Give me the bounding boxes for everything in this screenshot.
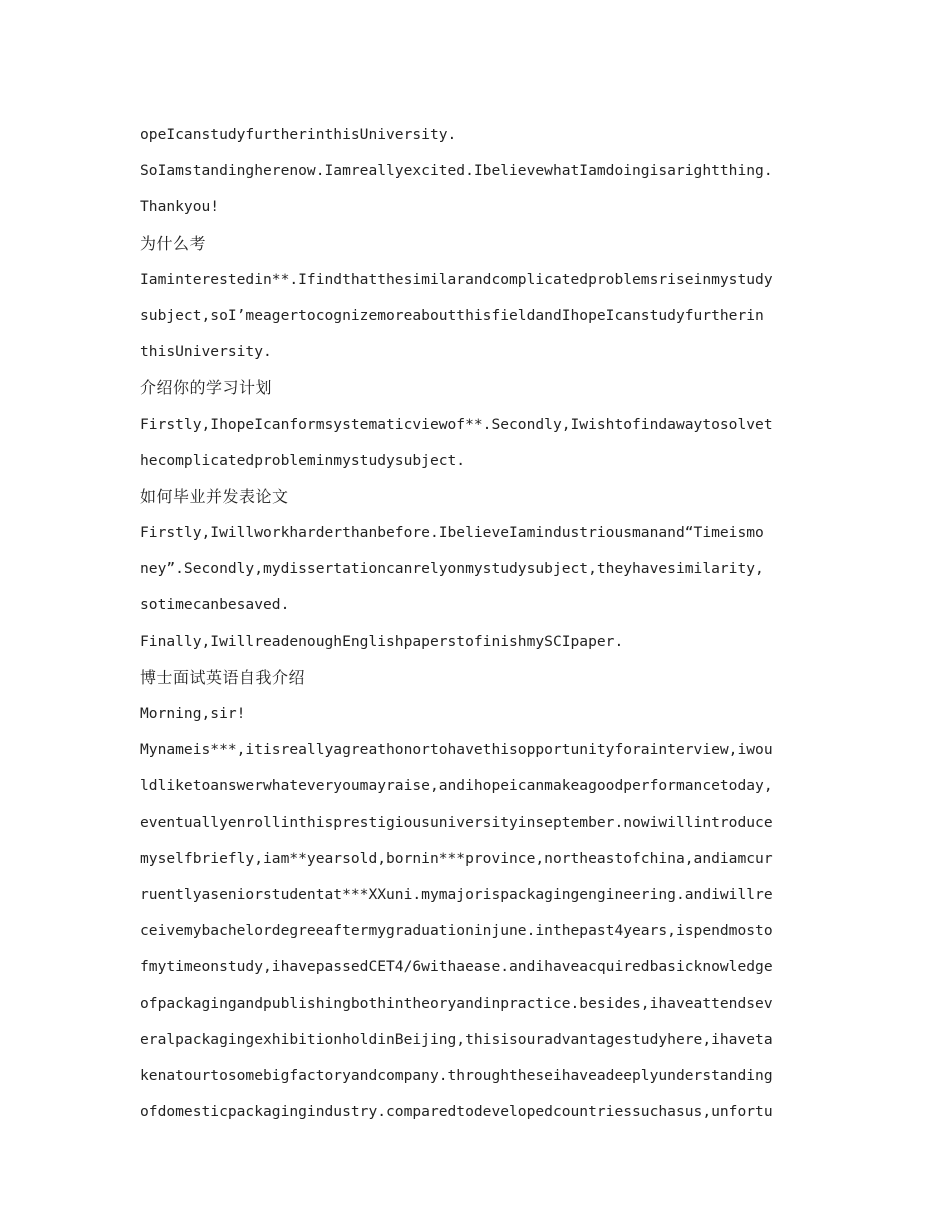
section-heading: 博士面试英语自我介绍: [140, 667, 306, 687]
text-line: fmytimeonstudy,ihavepassedCET4/6withaease.andihaveacquiredbasicknowledge: [140, 958, 773, 976]
text-line: Mynameis***,itisreallyagreathonortohavethisopportunityforainterview,iwou: [140, 741, 773, 759]
text-line: eralpackagingexhibitionholdinBeijing,thisisouradvantagestudyhere,ihaveta: [140, 1030, 773, 1048]
text-line: ldliketoanswerwhateveryoumayraise,andihopeicanmakeagoodperformancetoday,: [140, 777, 773, 795]
text-line: eventuallyenrollinthisprestigiousuniversityinseptember.nowiwillintroduce: [140, 813, 773, 831]
text-line: ofdomesticpackagingindustry.comparedtodevelopedcountriessuchasus,unfortu: [140, 1103, 773, 1121]
text-line: Morning,sir!: [140, 705, 246, 722]
text-line: ceivemybachelordegreeaftermygraduationinjune.inthepast4years,ispendmosto: [140, 922, 773, 940]
text-line: myselfbriefly,iam**yearsold,bornin***province,northeastofchina,andiamcur: [140, 849, 773, 867]
text-line: subject,soI’meagertocognizemoreaboutthisfieldandIhopeIcanstudyfurtherin: [140, 306, 764, 324]
text-line: Thankyou!: [140, 198, 220, 216]
text-line: Firstly,IhopeIcanformsystematicviewof**.Secondly,Iwishtofindawaytosolvet: [140, 415, 773, 433]
text-line: ney”.Secondly,mydissertationcanrelyonmystudysubject,theyhavesimilarity,: [140, 560, 764, 578]
section-heading: 介绍你的学习计划: [140, 378, 273, 398]
text-line: ofpackagingandpublishingbothintheoryandinpractice.besides,ihaveattendsev: [140, 994, 773, 1012]
text-line: SoIamstandingherenow.Iamreallyexcited.IbelievewhatIamdoingisarightthing.: [140, 162, 773, 180]
text-line: kenatourtosomebigfactoryandcompany.throughtheseihaveadeeplyunderstanding: [140, 1066, 773, 1084]
text-line: Iaminterestedin**.Ifindthatthesimilarandcomplicatedproblemsriseinmystudy: [140, 270, 773, 288]
text-line: ruentlyaseniorstudentat***XXuni.mymajorispackagingengineering.andiwillre: [140, 885, 773, 903]
section-heading: 为什么考: [140, 233, 207, 253]
text-line: opeIcanstudyfurtherinthisUniversity.: [140, 126, 457, 143]
text-line: thisUniversity.: [140, 343, 272, 361]
section-heading: 如何毕业并发表论文: [140, 486, 289, 506]
text-line: hecomplicatedprobleminmystudysubject.: [140, 451, 466, 469]
document-page: [140, 117, 812, 1130]
text-line: Finally,IwillreadenoughEnglishpaperstofinishmySCIpaper.: [140, 632, 624, 650]
text-line: Firstly,Iwillworkharderthanbefore.IbelieveIamindustriousmanand“Timeismo: [140, 524, 764, 542]
text-line: sotimecanbesaved.: [140, 596, 290, 614]
